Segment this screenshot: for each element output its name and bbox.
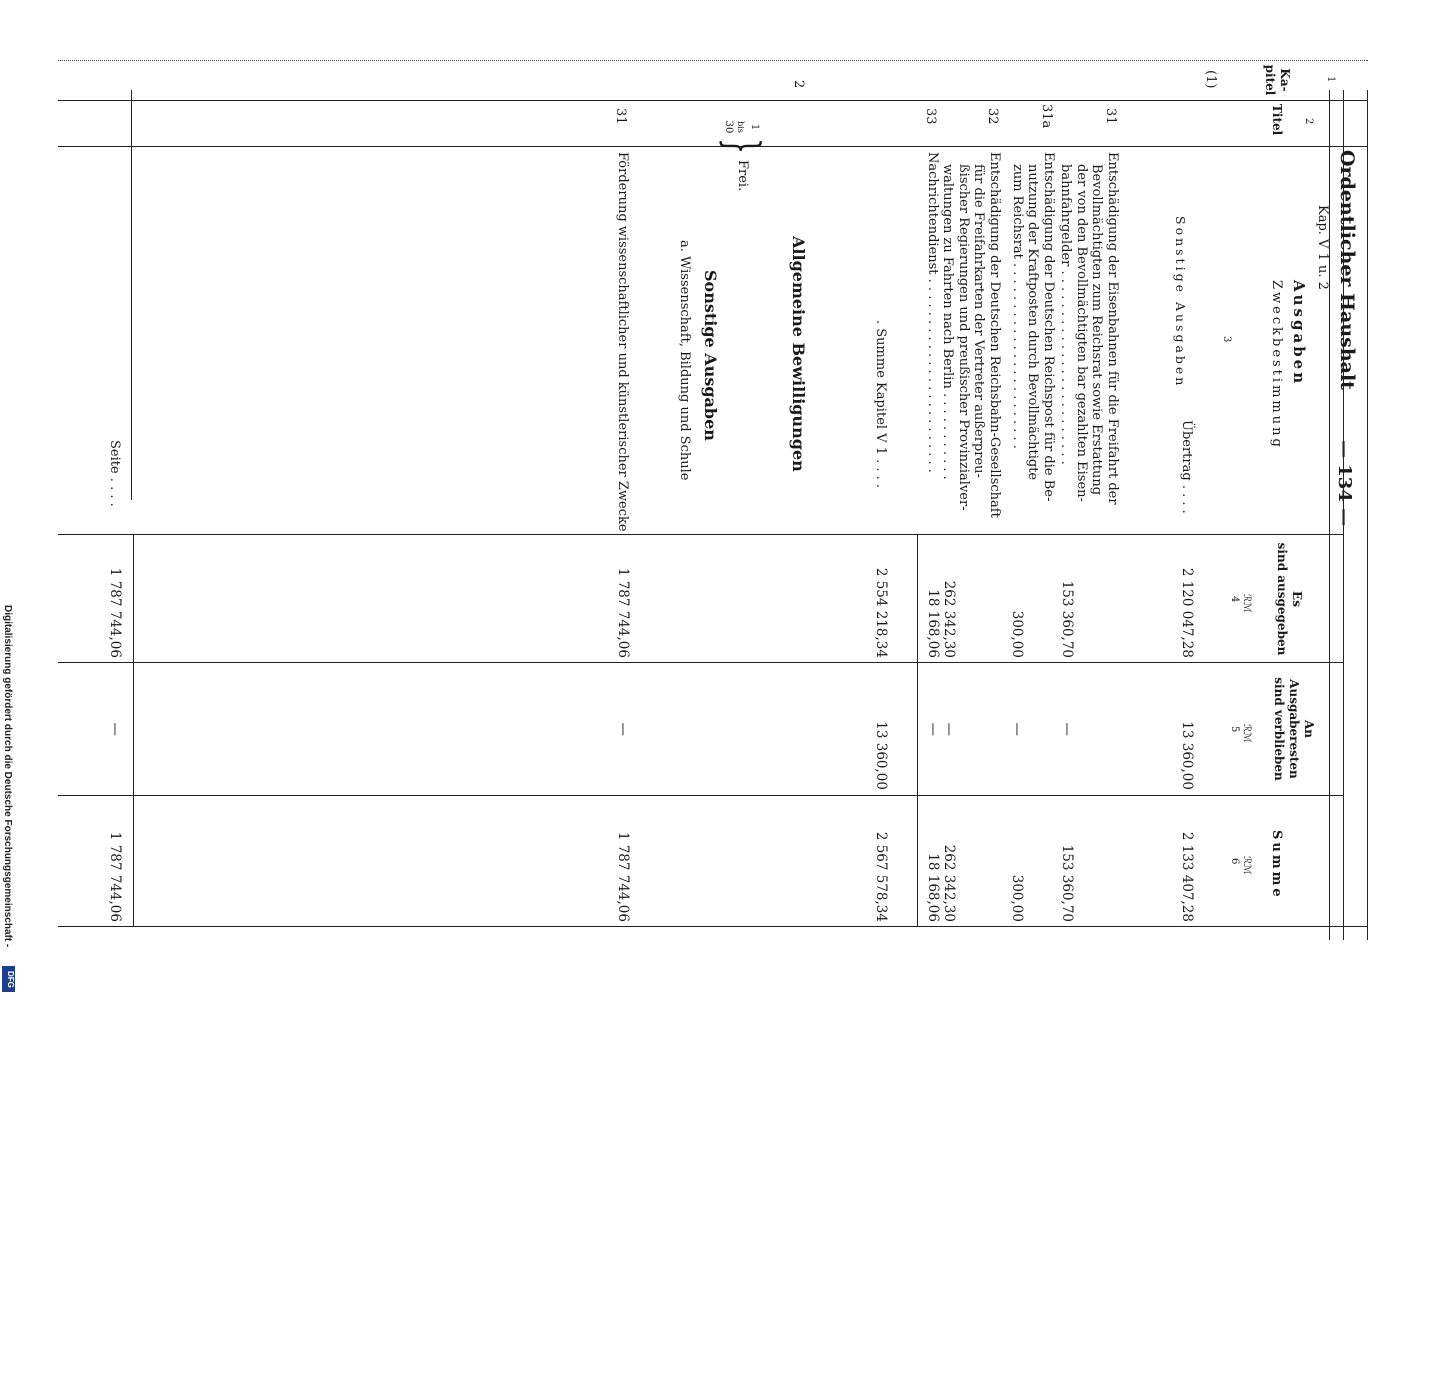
page-total-col4: 1 787 744,06 [107, 567, 123, 658]
row33-col4: 18 168,06 [925, 589, 941, 658]
brace-icon: } [716, 138, 770, 155]
col-number: 4 [1229, 596, 1240, 603]
section-heading: Allgemeine Bewilligungen [789, 236, 808, 472]
col-header-titel: Titel [1270, 104, 1284, 136]
currency-label: ℛℳ [1241, 724, 1252, 743]
page-total-label: Seite . . . . [107, 440, 122, 507]
col-divider [58, 146, 1368, 147]
digitization-credit [1406, 0, 1434, 1000]
row31b-col4: 1 787 744,06 [615, 567, 631, 658]
col-divider [58, 100, 1368, 101]
entry-text: Entschädigung der Deutschen Reichspost für die Be- nutzung der Kraftposten durch Bevollmächtigte zum Reichsrat . . . . . . . . . . . . . . . . . . . . . . . [1010, 152, 1056, 502]
chapter-total-label: . Summe Kapitel V 1 . . . . [873, 320, 888, 489]
col-header-ausgegeben: Es sind ausgegeben [1275, 542, 1304, 656]
row33-col6: 18 168,06 [925, 853, 941, 922]
col-number: 3 [1221, 336, 1232, 343]
col-number: 2 [1303, 118, 1314, 125]
entry-text: Nachrichtendienst . . . . . . . . . . . . . . . . . . . . . . . . [925, 152, 940, 473]
row31a-col4: 300,00 [1009, 610, 1025, 658]
col-number: 6 [1229, 858, 1240, 865]
titel-number: 31a [1039, 104, 1054, 129]
col-header-ausgabereste: An Ausgaberesten sind verblieben [1272, 677, 1316, 781]
col-divider [58, 662, 1344, 663]
row31-col5: — [1059, 722, 1075, 736]
row32-col5: — [941, 722, 957, 736]
page-total-col6: 1 787 744,06 [107, 831, 123, 922]
row33-col5: — [925, 722, 941, 736]
section-heading: Sonstige Ausgaben [701, 270, 720, 441]
entry-text: Entschädigung der Eisenbahnen für die Freifahrt der Bevollmächtigten zum Reichsrat sowie Erstattung der von den Bevollmächtigten bar gezahlten Eisen- bahnfahrgelder . . . . . . . . . . . . . . . . . . . . . . . . [1058, 152, 1120, 505]
dfg-logo[interactable]: DFG [2, 966, 15, 992]
row31-col6: 153 360,70 [1059, 844, 1075, 922]
row31b-col5: — [615, 722, 631, 736]
page-total-col5: — [107, 722, 123, 736]
row31a-col5: — [1009, 722, 1025, 736]
kapitel-number: 2 [791, 80, 806, 89]
chapter-total-col5: 13 360,00 [873, 721, 889, 790]
row31a-col6: 300,00 [1009, 874, 1025, 922]
credit-strip [0, 0, 22, 1000]
row32-col4: 262 342,30 [941, 580, 957, 658]
col-header-ausgaben: Ausgaben [1290, 280, 1308, 387]
page-total-rule [131, 90, 132, 500]
table-top-rule [1367, 90, 1368, 940]
col-divider [58, 926, 1368, 927]
row32-col6: 262 342,30 [941, 844, 957, 922]
carryover-label: Übertrag . . . . [1179, 420, 1194, 514]
col-divider [58, 795, 1344, 796]
header-rule [1329, 90, 1330, 940]
titel-range-from: 1 [749, 123, 760, 131]
row31-col4: 153 360,70 [1059, 580, 1075, 658]
col-number: 5 [1229, 726, 1240, 733]
page-subtitle: Kap. V 1 u. 2 [1315, 205, 1330, 290]
colnum-rule [1343, 90, 1344, 940]
carryover-col4: 2 120 047,28 [1179, 567, 1195, 658]
currency-label: ℛℳ [1241, 594, 1252, 613]
entry-text: Förderung wissenschaftlicher und künstlerischer Zwecke [615, 152, 630, 532]
row31b-col6: 1 787 744,06 [615, 831, 631, 922]
carryover-col5: 13 360,00 [1179, 721, 1195, 790]
entry-text: Entschädigung der Deutschen Reichsbahn-Gesellschaft für die Freifahrkarten der Vertreter außerpreu- ßischer Regierungen und preußischer Provinzialver- waltungen zu Fahrten nach Berlin . . . . . . . . . . . [940, 152, 1002, 518]
sum-rule [917, 534, 918, 926]
titel-number: 31 [1103, 108, 1118, 125]
section-heading: Sonstige Ausgaben [1173, 216, 1188, 389]
col-divider [58, 534, 1344, 535]
currency-label: ℛℳ [1241, 856, 1252, 875]
subsection-heading: a. Wissenschaft, Bildung und Schule [677, 240, 692, 481]
titel-range-bis: bis [736, 121, 745, 133]
page-title: Ordentlicher Haushalt [1336, 150, 1358, 390]
frei-label: Frei. [735, 160, 750, 192]
col-header-zweckbestimmung: Zweckbestimmung [1269, 280, 1284, 450]
titel-number: 33 [923, 108, 938, 125]
col-header-kapitel: Ka- pitel [1263, 64, 1292, 96]
kapitel-number: (1) [1203, 70, 1218, 89]
titel-range-to: 30 [723, 120, 734, 134]
titel-number: 31 [613, 108, 628, 125]
carryover-col6: 2 133 407,28 [1179, 831, 1195, 922]
col-number: 1 [1325, 76, 1336, 83]
page-number: — 134 — [1334, 440, 1355, 527]
col-header-summe: Summe [1269, 830, 1284, 900]
chapter-total-col6: 2 567 578,34 [873, 831, 889, 922]
credit-text: Digitalisierung gefördert durch die Deutsche Forschungsgemeinschaft - [2, 605, 13, 948]
col-divider [58, 60, 1368, 61]
titel-number: 32 [985, 108, 1000, 125]
chapter-total-col4: 2 554 218,34 [873, 567, 889, 658]
page-total-rule [133, 534, 134, 926]
